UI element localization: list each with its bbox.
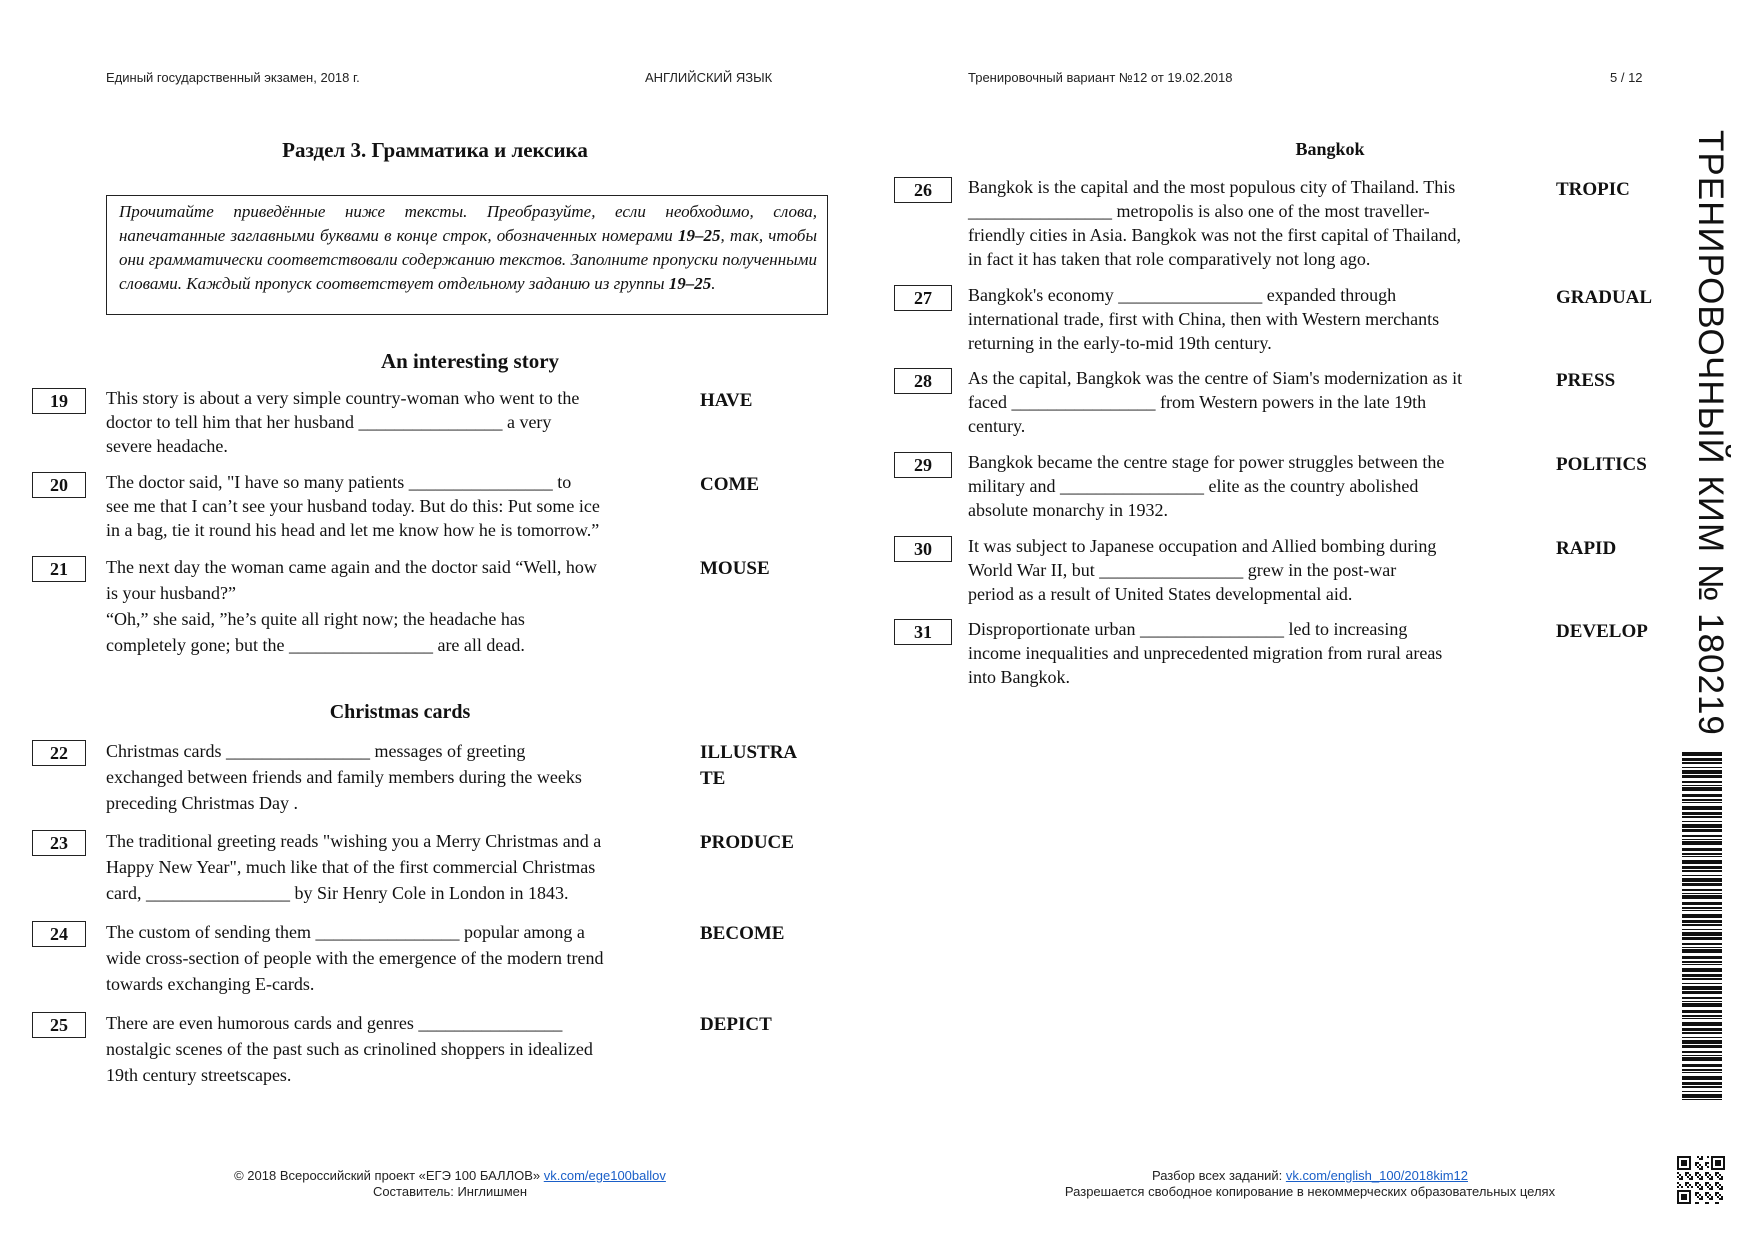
task-number: 24 bbox=[32, 921, 86, 947]
task-word: DEVELOP bbox=[1556, 621, 1648, 642]
task-word: BECOME bbox=[700, 923, 785, 944]
task-word: HAVE bbox=[700, 390, 753, 411]
task-line: international trade, first with China, then with Western merchants bbox=[968, 309, 1440, 329]
side-title-text: ТРЕНИРОВОЧНЫЙ КИМ № 180219 bbox=[1691, 130, 1730, 736]
task-line: “Oh,” she said, ”he’s quite all right now; the headache has bbox=[106, 609, 525, 629]
task-word: MOUSE bbox=[700, 558, 770, 579]
task-word: POLITICS bbox=[1556, 454, 1647, 475]
task-line: faced ________________ from Western powers in the late 19th bbox=[968, 392, 1427, 412]
task-text bbox=[106, 738, 706, 816]
task-line: in fact it has taken that role comparatively not long ago. bbox=[968, 249, 1371, 269]
task-line: period as a result of United States developmental aid. bbox=[968, 584, 1353, 604]
task-line: wide cross-section of people with the emergence of the modern trend bbox=[106, 948, 604, 968]
task-number: 29 bbox=[894, 452, 952, 478]
footer-right bbox=[1000, 1168, 1620, 1200]
header-exam-title: Единый государственный экзамен, 2018 г. bbox=[106, 70, 360, 85]
task-text bbox=[106, 828, 716, 906]
task-line: preceding Christmas Day . bbox=[106, 793, 298, 813]
task-line: ________________ metropolis is also one of the most traveller- bbox=[968, 201, 1430, 221]
barcode-icon bbox=[1682, 752, 1722, 1100]
task-line: Happy New Year", much like that of the first commercial Christmas bbox=[106, 857, 596, 877]
task-line: World War II, but ________________ grew in the post-war bbox=[968, 560, 1397, 580]
task-number: 21 bbox=[32, 556, 86, 582]
instructions-box bbox=[106, 195, 828, 315]
task-line: returning in the early-to-mid 19th century. bbox=[968, 333, 1272, 353]
task-word: TROPIC bbox=[1556, 179, 1630, 200]
task-line: in a bag, tie it round his head and let me know how he is tomorrow.” bbox=[106, 520, 600, 540]
task-line: card, ________________ by Sir Henry Cole in London in 1843. bbox=[106, 883, 569, 903]
task-line: nostalgic scenes of the past such as crinolined shoppers in idealized bbox=[106, 1039, 593, 1059]
header-page-number: 5 / 12 bbox=[1610, 70, 1643, 85]
task-line: see me that I can’t see your husband today. But do this: Put some ice bbox=[106, 496, 600, 516]
footer-right-link[interactable]: vk.com/english_100/2018kim12 bbox=[1285, 1168, 1468, 1183]
footer-license: Разрешается свободное копирование в некоммерческих образовательных целях bbox=[1064, 1184, 1556, 1199]
task-text bbox=[106, 470, 716, 542]
task-line: friendly cities in Asia. Bangkok was not the first capital of Thailand, bbox=[968, 225, 1462, 245]
task-number: 27 bbox=[894, 285, 952, 311]
task-line: Bangkok became the centre stage for power struggles between the bbox=[968, 452, 1445, 472]
instructions-text-1: Прочитайте приведённые ниже тексты. Преобразуйте, если необходимо, слова, напечатанные заглавными буквами в конце строк, обозначенных номерами bbox=[119, 202, 817, 245]
task-line: Disproportionate urban ________________ led to increasing bbox=[968, 619, 1408, 639]
task-line: into Bangkok. bbox=[968, 667, 1070, 687]
task-text bbox=[968, 283, 1568, 355]
task-line: Christmas cards ________________ messages of greeting bbox=[106, 741, 526, 761]
task-line: Bangkok is the capital and the most populous city of Thailand. This bbox=[968, 177, 1456, 197]
task-number: 19 bbox=[32, 388, 86, 414]
task-line: As the capital, Bangkok was the centre of Siam's modernization as it bbox=[968, 368, 1463, 388]
instructions-range-2: 19–25 bbox=[668, 274, 712, 293]
task-line: Bangkok's economy ________________ expanded through bbox=[968, 285, 1397, 305]
task-line: This story is about a very simple country-woman who went to the bbox=[106, 388, 580, 408]
task-word: ILLUSTRA TE bbox=[700, 742, 797, 789]
task-number: 28 bbox=[894, 368, 952, 394]
task-text bbox=[968, 534, 1568, 606]
footer-analysis-label: Разбор всех заданий: bbox=[1151, 1168, 1286, 1183]
task-line: is your husband?” bbox=[106, 583, 236, 603]
instructions-text-3: . bbox=[711, 274, 716, 293]
task-text bbox=[106, 386, 706, 458]
task-line: towards exchanging E-cards. bbox=[106, 974, 315, 994]
task-word: COME bbox=[700, 474, 760, 495]
side-title bbox=[1680, 130, 1740, 736]
task-text bbox=[106, 1010, 706, 1088]
section-title: Раздел 3. Грамматика и лексика bbox=[282, 138, 588, 162]
task-line: absolute monarchy in 1932. bbox=[968, 500, 1168, 520]
task-text bbox=[968, 366, 1568, 438]
task-word: DEPICT bbox=[700, 1014, 772, 1035]
task-line: century. bbox=[968, 416, 1026, 436]
footer-left bbox=[150, 1168, 750, 1200]
task-number: 23 bbox=[32, 830, 86, 856]
task-number: 22 bbox=[32, 740, 86, 766]
task-line: military and ________________ elite as the country abolished bbox=[968, 476, 1419, 496]
task-number: 25 bbox=[32, 1012, 86, 1038]
task-line: exchanged between friends and family members during the weeks bbox=[106, 767, 582, 787]
footer-author: Составитель: Инглишмен bbox=[372, 1184, 528, 1199]
task-number: 26 bbox=[894, 177, 952, 203]
task-text bbox=[968, 175, 1568, 271]
story-title-bangkok: Bangkok bbox=[1295, 139, 1365, 159]
task-line: It was subject to Japanese occupation and Allied bombing during bbox=[968, 536, 1437, 556]
task-word: RAPID bbox=[1556, 538, 1617, 559]
task-line: doctor to tell him that her husband ________________ a very bbox=[106, 412, 552, 432]
task-word: GRADUAL bbox=[1556, 287, 1653, 308]
instructions-text-2: , так, чтобы они грамматически соответствовали содержанию текстов. Заполните пропуски полученными словами. Каждый пропуск соответствует отдельному заданию из группы bbox=[119, 226, 817, 293]
task-line: completely gone; but the ________________ are all dead. bbox=[106, 635, 525, 655]
task-line: The next day the woman came again and the doctor said “Well, how bbox=[106, 557, 597, 577]
task-number: 31 bbox=[894, 619, 952, 645]
task-line: 19th century streetscapes. bbox=[106, 1065, 292, 1085]
task-text bbox=[106, 919, 716, 997]
task-text bbox=[106, 554, 706, 658]
task-line: severe headache. bbox=[106, 436, 228, 456]
footer-left-link[interactable]: vk.com/ege100ballov bbox=[543, 1168, 666, 1183]
task-line: The custom of sending them ________________ popular among a bbox=[106, 922, 585, 942]
task-line: The doctor said, "I have so many patients ________________ to bbox=[106, 472, 572, 492]
task-text bbox=[968, 450, 1568, 522]
task-line: income inequalities and unprecedented migration from rural areas bbox=[968, 643, 1443, 663]
task-word: PRODUCE bbox=[700, 832, 794, 853]
task-text bbox=[968, 617, 1568, 689]
header-variant: Тренировочный вариант №12 от 19.02.2018 bbox=[968, 70, 1233, 85]
task-number: 20 bbox=[32, 472, 86, 498]
task-word: PRESS bbox=[1556, 370, 1616, 391]
task-line: The traditional greeting reads "wishing you a Merry Christmas and a bbox=[106, 831, 602, 851]
task-line: There are even humorous cards and genres ________________ bbox=[106, 1013, 563, 1033]
qr-code-icon bbox=[1677, 1156, 1725, 1204]
header-subject: АНГЛИЙСКИЙ ЯЗЫК bbox=[645, 70, 773, 85]
footer-copyright: © 2018 Всероссийский проект «ЕГЭ 100 БАЛЛОВ» bbox=[234, 1168, 544, 1183]
instructions-range-1: 19–25 bbox=[677, 226, 721, 245]
story-title-interesting: An interesting story bbox=[380, 349, 560, 373]
task-number: 30 bbox=[894, 536, 952, 562]
story-title-christmas: Christmas cards bbox=[329, 701, 471, 723]
